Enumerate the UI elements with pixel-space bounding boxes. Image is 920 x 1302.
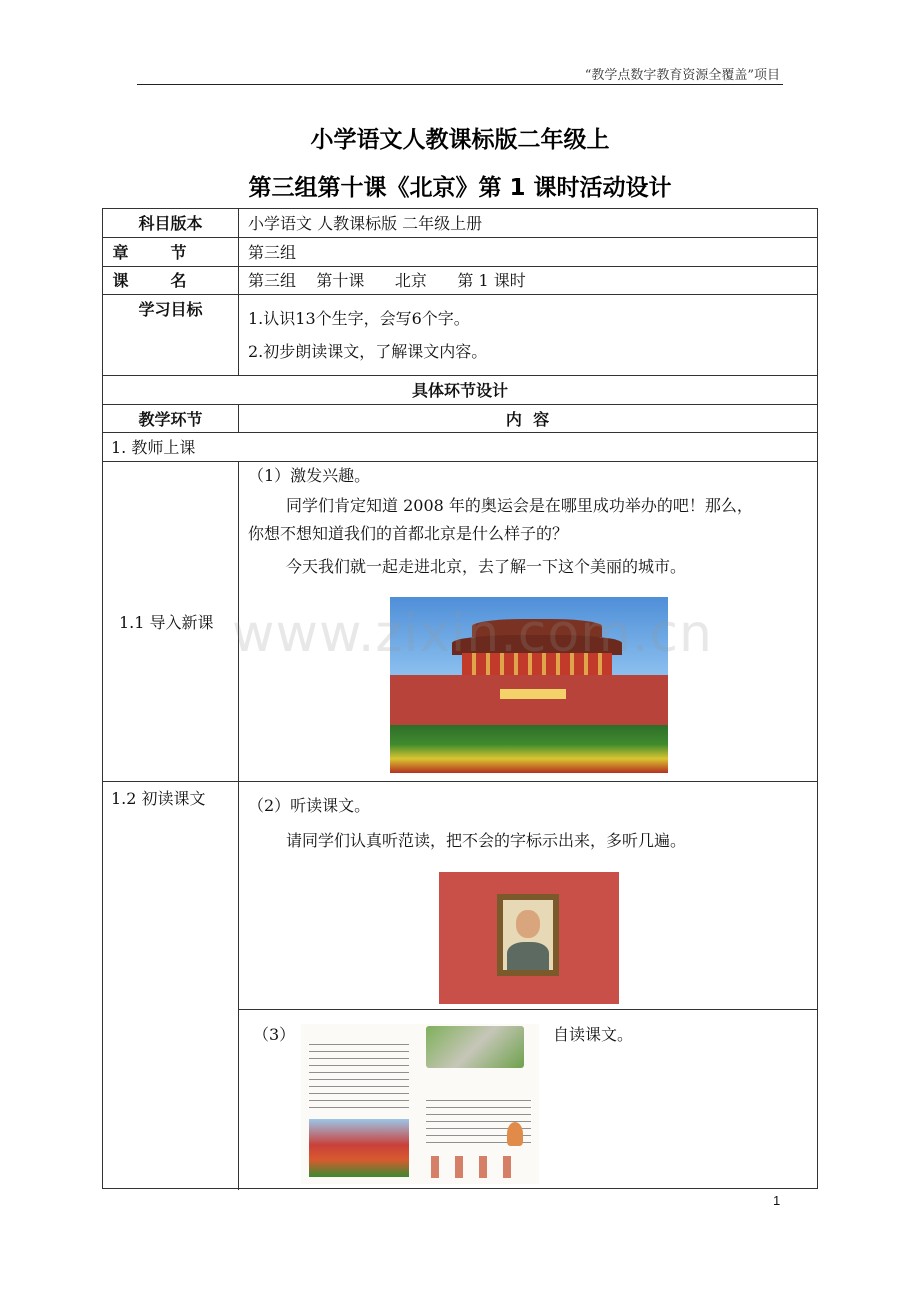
- chapter-value: 第三组: [248, 243, 297, 262]
- document-subtitle: 第三组第十课《北京》第 1 课时活动设计: [248, 175, 672, 201]
- step-1-paragraph-line1: 同学们肯定知道 2008 年的奥运会是在哪里成功举办的吧！那么，: [286, 496, 753, 515]
- lesson-value: 第三组 第十课 北京 第 1 课时: [248, 271, 526, 290]
- column-divider: [238, 461, 239, 1190]
- subject-label: 科目版本: [138, 214, 203, 233]
- row-divider: [103, 404, 817, 405]
- header-rule: [137, 84, 783, 85]
- textbook-text-block: [309, 1038, 409, 1108]
- row-divider: [103, 237, 817, 238]
- row-divider: [103, 266, 817, 267]
- goal-item: 1.认识13个生字，会写6个字。: [248, 309, 470, 328]
- column-divider: [238, 209, 239, 375]
- section-title: 具体环节设计: [411, 381, 508, 400]
- step-2-paragraph: 请同学们认真听范读，把不会的字标示出来，多听几遍。: [286, 831, 687, 850]
- subject-value: 小学语文 人教课标版 二年级上册: [248, 214, 483, 233]
- textbook-page-image: [301, 1024, 539, 1184]
- watermark: www.zixin.com.cn: [232, 604, 713, 664]
- portrait-photo: [439, 872, 619, 1004]
- stage-1-1: 1.1 导入新课: [119, 613, 214, 632]
- portrait-face: [516, 910, 540, 938]
- gate-sign: [500, 689, 566, 699]
- portrait-suit: [507, 942, 549, 970]
- step-1-heading: （1）激发兴趣。: [248, 466, 371, 485]
- cartoon-girl-icon: [507, 1122, 523, 1146]
- chapter-label-text: 章节: [112, 243, 229, 262]
- lesson-label: [103, 271, 238, 291]
- col-stage-header: 教学环节: [138, 410, 203, 429]
- goals-label: 学习目标: [138, 300, 203, 319]
- gate-wall: [390, 675, 668, 725]
- row-divider: [103, 461, 817, 462]
- flower-bed: [390, 725, 668, 773]
- overpass-photo: [426, 1026, 524, 1068]
- step-1-paragraph-line2: 你想不想知道我们的首都北京是什么样子的？: [248, 524, 569, 543]
- step-3-number: （3）: [253, 1025, 296, 1044]
- goal-item: 2.初步朗读课文，了解课文内容。: [248, 342, 488, 361]
- header-note: “教学点数字教育资源全覆盖”项目: [584, 68, 780, 83]
- lesson-label-text: 课名: [112, 271, 229, 290]
- document-title: 小学语文人教课标版二年级上: [310, 127, 610, 153]
- row-divider: [103, 294, 817, 295]
- page-number: 1: [773, 1193, 781, 1208]
- step-1-paragraph-2: 今天我们就一起走进北京，去了解一下这个美丽的城市。: [286, 557, 687, 576]
- row-divider: [103, 432, 817, 433]
- step-2-heading: （2）听读课文。: [248, 796, 371, 815]
- chapter-label: [103, 243, 238, 263]
- gate-thumbnail: [309, 1119, 409, 1177]
- col-content-header: 内 容: [505, 410, 550, 429]
- row-divider: [103, 781, 817, 782]
- row-divider: [103, 375, 817, 376]
- stage-1-2: 1.2 初读课文: [111, 789, 206, 808]
- row-divider: [238, 1009, 817, 1010]
- stage-1: 1. 教师上课: [111, 438, 196, 457]
- lesson-plan-table: [102, 208, 818, 1189]
- new-character-row: [431, 1156, 526, 1178]
- step-3-text: 自读课文。: [553, 1025, 634, 1044]
